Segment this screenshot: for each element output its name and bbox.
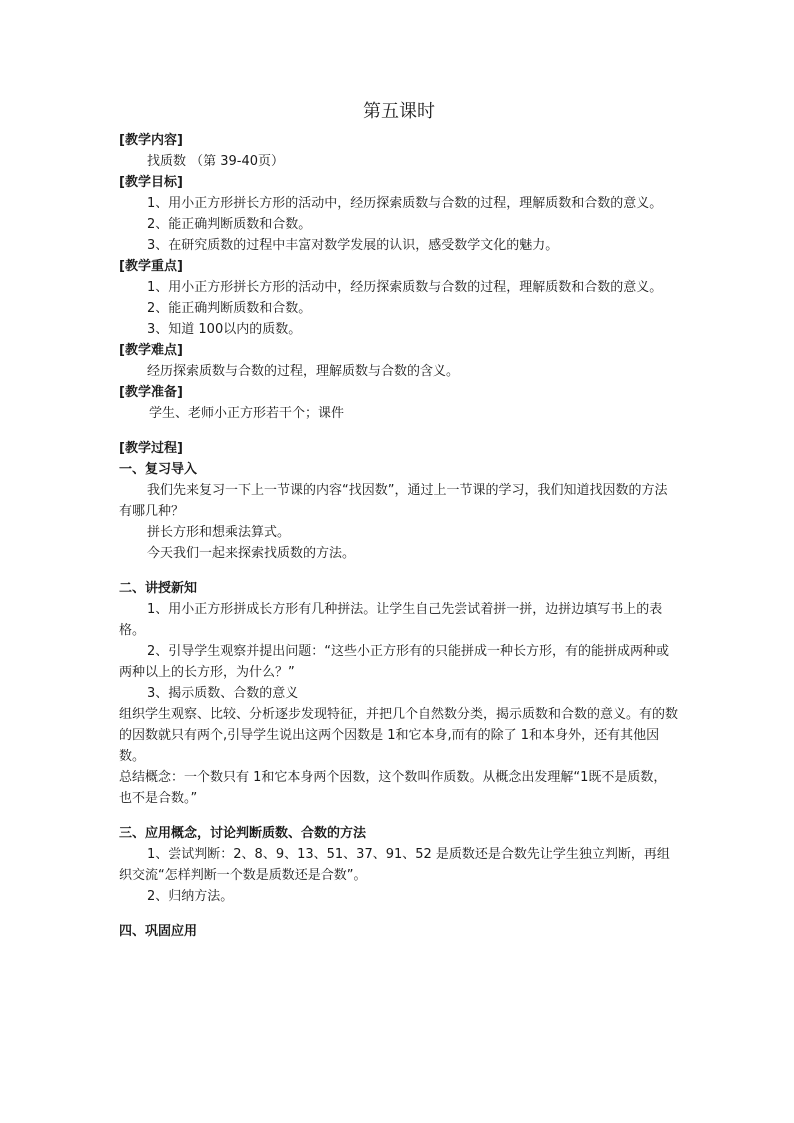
preparation-text: 学生、老师小正方形若干个；课件 (149, 406, 345, 421)
lesson-plan (119, 100, 679, 942)
section-paragraph: 组织学生观察、比较、分析逐步发现特征，并把几个自然数分类，揭示质数和合数的意义。有的数的因数就只有两个,引导学生说出这两个因数是 1和它本身,而有的除了 1和本身外，还有其他因数。 (119, 707, 679, 764)
section-paragraph: 1、尝试判断：2、8、9、13、51、37、91、52 是质数还是合数先让学生独立判断，再组织交流“怎样判断一个数是质数还是合数”。 (119, 847, 670, 883)
spacer (119, 424, 679, 438)
section-paragraph: 今天我们一起来探索找质数的方法。 (147, 546, 356, 561)
section-heading: 一、复习导入 (119, 462, 198, 477)
content-heading: [教学内容] (119, 133, 183, 148)
key-points-heading: [教学重点] (119, 259, 183, 274)
section-paragraph: 2、归纳方法。 (147, 889, 234, 904)
difficulty-text: 经历探索质数与合数的过程，理解质数与合数的含义。 (147, 364, 460, 379)
difficulty-heading: [教学难点] (119, 343, 183, 358)
page-title: 第五课时 (363, 101, 435, 122)
spacer (119, 907, 679, 921)
goal-item: 2、能正确判断质数和合数。 (147, 217, 312, 232)
goal-item: 1、用小正方形拼长方形的活动中，经历探索质数与合数的过程，理解质数和合数的意义。 (147, 196, 663, 211)
key-point-item: 3、知道 100以内的质数。 (147, 322, 302, 337)
key-point-item: 2、能正确判断质数和合数。 (147, 301, 312, 316)
content-text: 找质数 （第 39-40页） (147, 154, 285, 169)
spacer (119, 564, 679, 578)
goals-heading: [教学目标] (119, 175, 183, 190)
goal-item: 3、在研究质数的过程中丰富对数学发展的认识，感受数学文化的魅力。 (147, 238, 559, 253)
section-paragraph: 1、用小正方形拼成长方形有几种拼法。让学生自己先尝试着拼一拼，边拼边填写书上的表格。 (119, 602, 663, 638)
section-paragraph: 我们先来复习一下上一节课的内容“找因数”，通过上一节课的学习，我们知道找因数的方法有哪几种？ (119, 483, 668, 519)
section-heading: 三、应用概念，讨论判断质数、合数的方法 (119, 826, 367, 841)
spacer (119, 809, 679, 823)
process-heading: [教学过程] (119, 441, 183, 456)
section-heading: 二、讲授新知 (119, 581, 198, 596)
section-heading: 四、巩固应用 (119, 924, 198, 939)
preparation-heading: [教学准备] (119, 385, 183, 400)
section-paragraph: 总结概念：一个数只有 1和它本身两个因数，这个数叫作质数。从概念出发理解“1既不是质数，也不是合数。” (119, 770, 667, 806)
section-paragraph: 3、揭示质数、合数的意义 (147, 686, 299, 701)
section-paragraph: 拼长方形和想乘法算式。 (147, 525, 291, 540)
section-paragraph: 2、引导学生观察并提出问题：“这些小正方形有的只能拼成一种长方形，有的能拼成两种或两种以上的长方形，为什么？” (119, 644, 670, 680)
key-point-item: 1、用小正方形拼长方形的活动中，经历探索质数与合数的过程，理解质数和合数的意义。 (147, 280, 663, 295)
